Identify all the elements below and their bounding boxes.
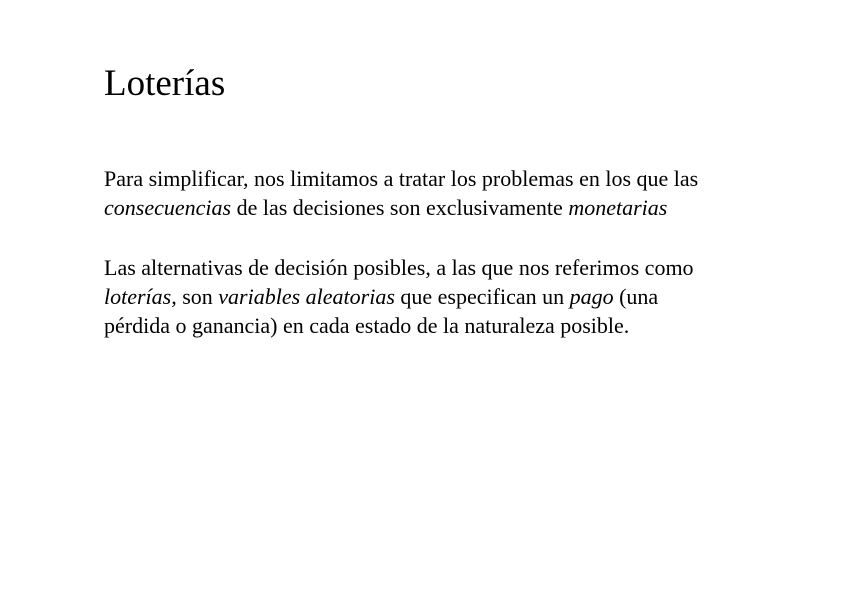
paragraph-lotteries-definition [104, 253, 804, 340]
paragraph2-line2-text3: (una [613, 284, 659, 309]
term-pago: pago [569, 284, 614, 309]
paragraph1-line2-text: de las decisiones son exclusivamente [231, 195, 569, 220]
paragraph-monetary-consequences [104, 164, 804, 222]
paragraph2-line2-text2: que especifican un [394, 284, 570, 309]
paragraph2-line3: pérdida o ganancia) en cada estado de la naturaleza posible. [104, 313, 630, 338]
paragraph2-line2 [104, 282, 804, 311]
paragraph2-line2-text1: son [176, 284, 219, 309]
term-variables-aleatorias: variables aleatorias [218, 284, 395, 309]
paragraph2-line1: Las alternativas de decisión posibles, a las que nos referimos como [104, 255, 694, 280]
paragraph1-line1: Para simplificar, nos limitamos a tratar los problemas en los que las [104, 166, 699, 191]
slide-title: Loterías [104, 63, 226, 104]
term-monetarias: monetarias [568, 195, 668, 220]
paragraph1-line2 [104, 193, 804, 222]
term-loterias: loterías, [104, 284, 177, 309]
term-consecuencias: consecuencias [104, 195, 232, 220]
